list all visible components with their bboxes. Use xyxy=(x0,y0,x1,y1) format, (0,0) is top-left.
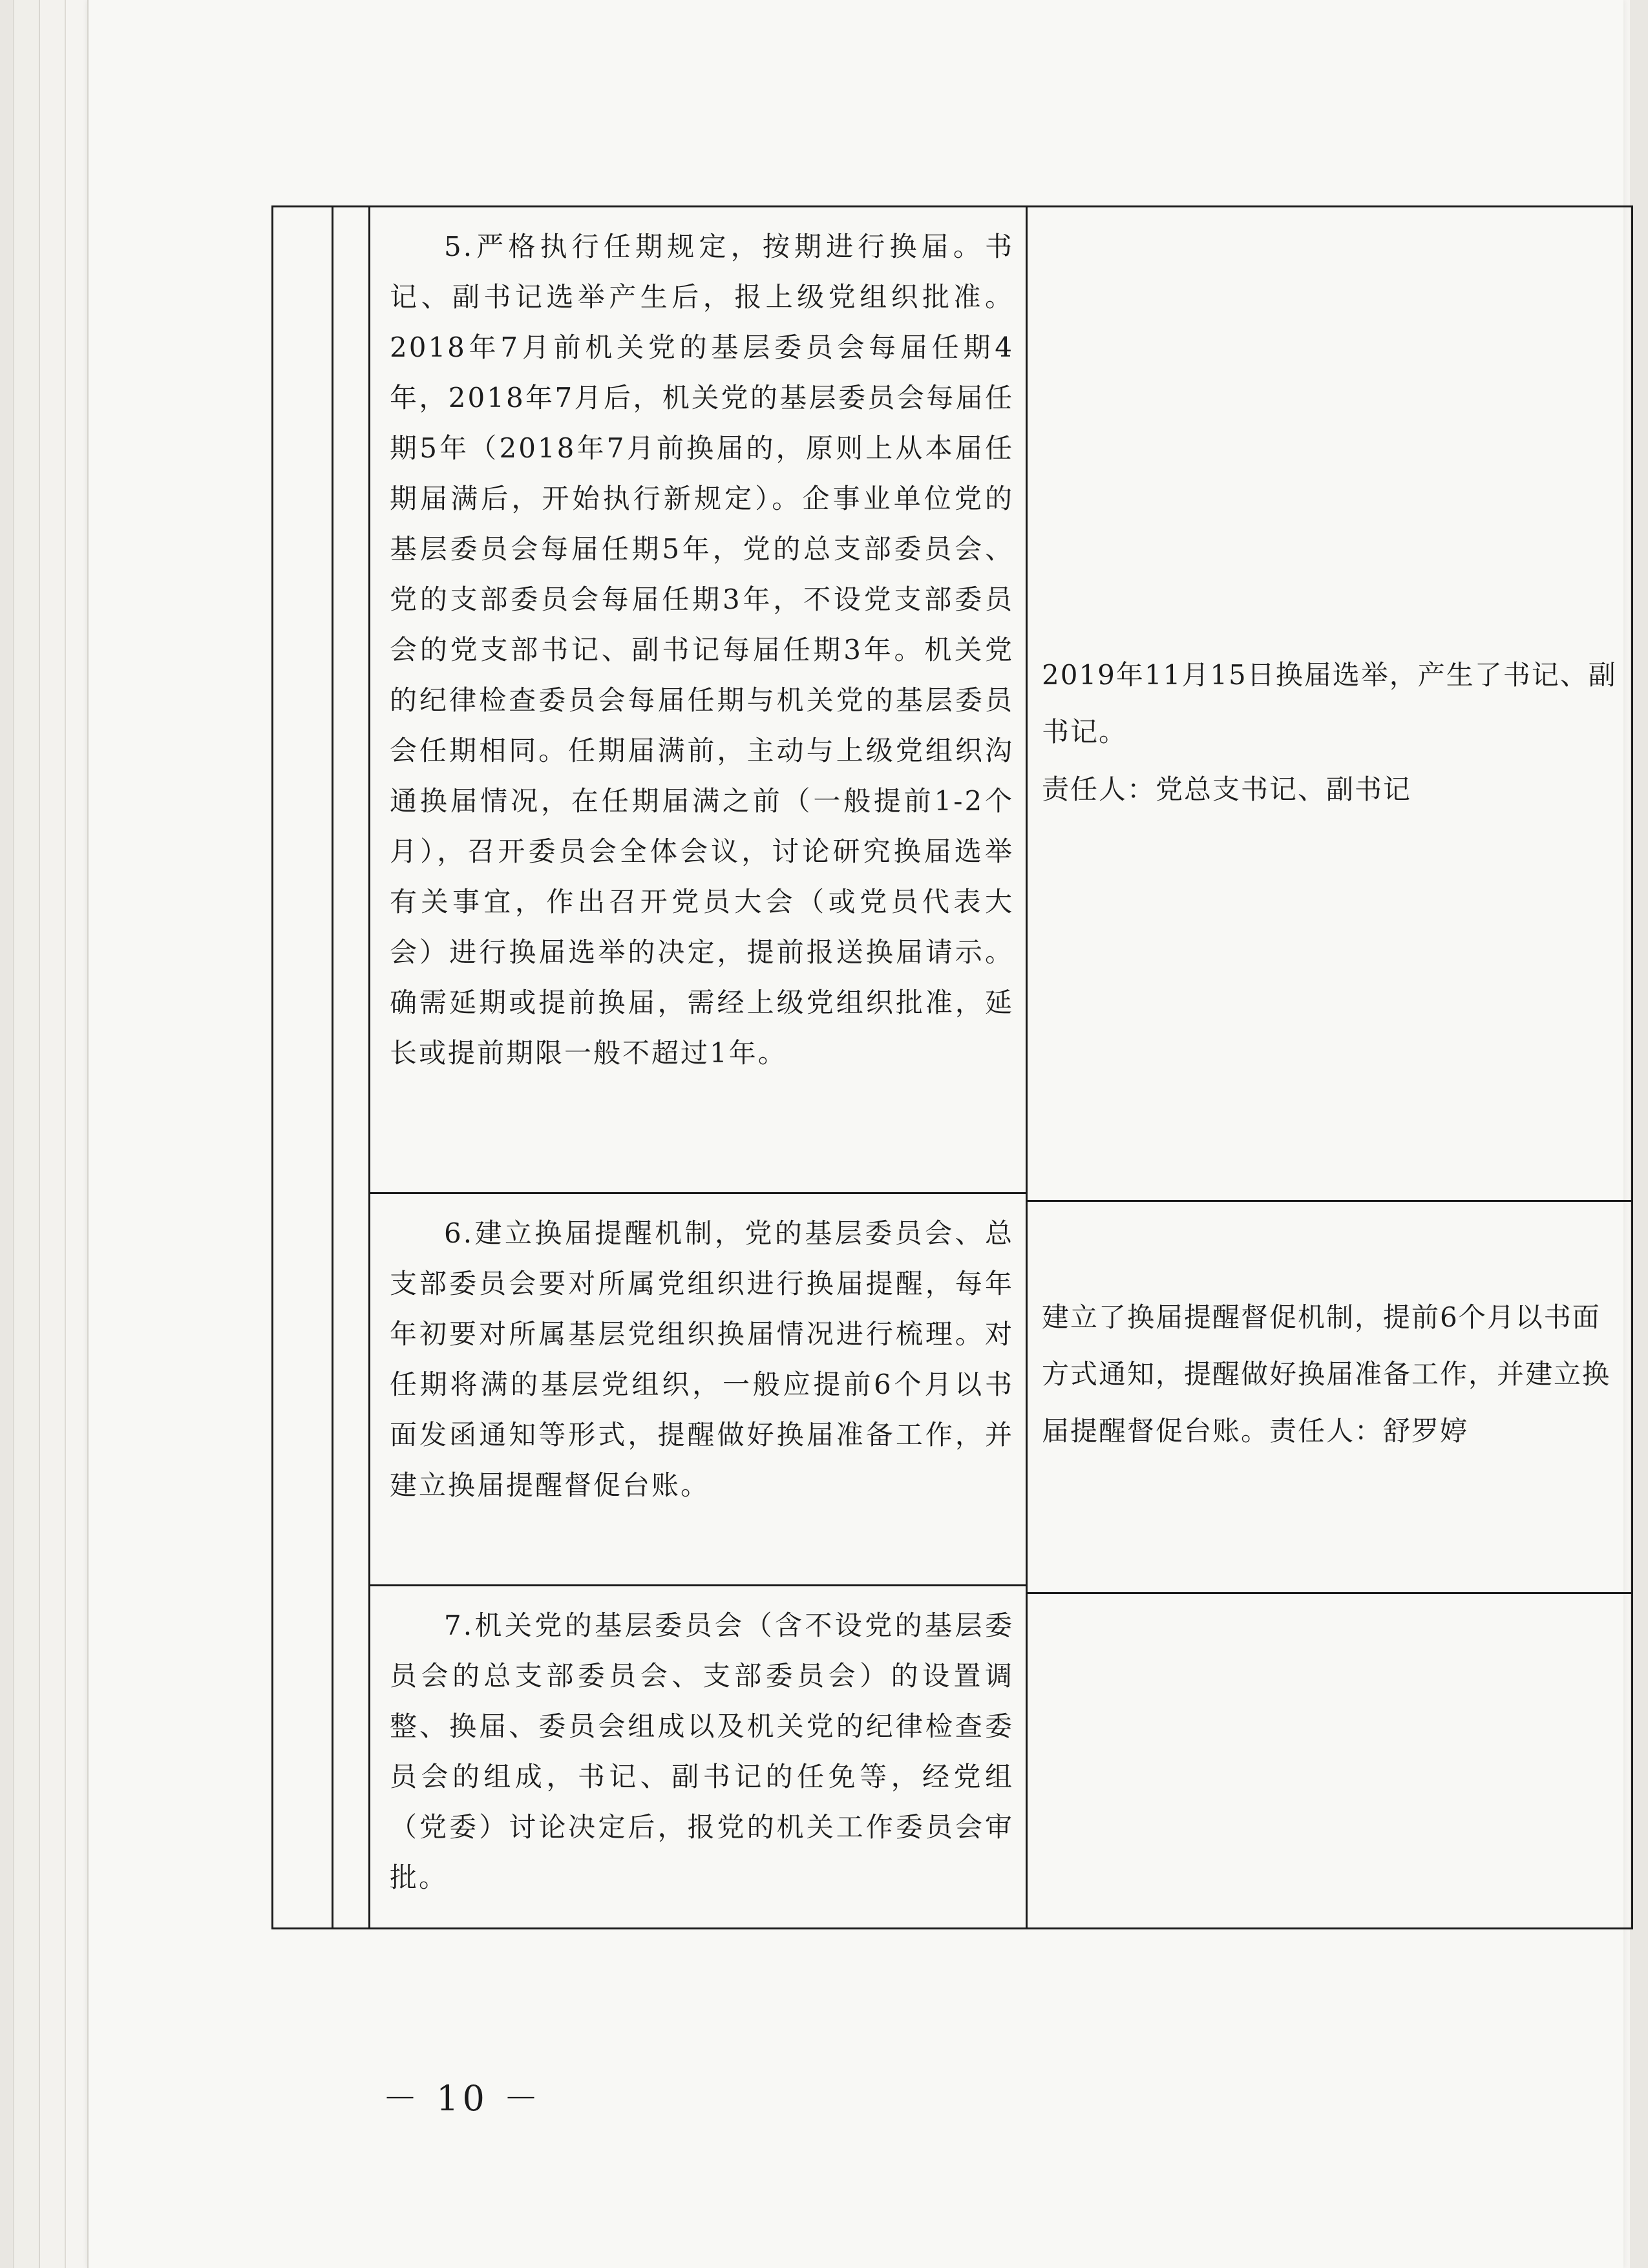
requirement-cell-7 xyxy=(368,1584,1028,1929)
implementation-text-6: 建立了换届提醒督促机制，提前6个月以书面方式通知，提醒做好换届准备工作，并建立换届提醒督促台账。责任人：舒罗婷 xyxy=(1042,1301,1611,1447)
table-left-column-2 xyxy=(332,205,370,1929)
requirement-text-7: 7.机关党的基层委员会（含不设党的基层委员会的总支部委员会、支部委员会）的设置调整、换届、委员会组成以及机关党的纪律检查委员会的组成，书记、副书记的任免等，经党组（党委）讨论决定后，报党的机关工作委员会审批。 xyxy=(390,1610,1014,1893)
implementation-cell-6 xyxy=(1026,1200,1633,1594)
requirement-cell-6 xyxy=(368,1192,1028,1586)
responsible-person-5: 责任人：党总支书记、副书记 xyxy=(1042,773,1412,805)
implementation-cell-7 xyxy=(1026,1592,1633,1929)
implementation-text-5: 2019年11月15日换届选举，产生了书记、副书记。 xyxy=(1042,659,1617,748)
implementation-cell-5 xyxy=(1026,205,1633,1202)
table-left-column-1 xyxy=(271,205,333,1929)
requirement-cell-5 xyxy=(368,205,1028,1194)
requirement-text-6: 6.建立换届提醒机制，党的基层委员会、总支部委员会要对所属党组织进行换届提醒，每年年初要对所属基层党组织换届情况进行梳理。对任期将满的基层党组织，一般应提前6个月以书面发函通知等形式，提醒做好换届准备工作，并建立换届提醒督促台账。 xyxy=(390,1217,1014,1501)
document-page xyxy=(87,0,1623,2268)
requirement-text-5: 5.严格执行任期规定，按期进行换届。书记、副书记选举产生后，报上级党组织批准。2018年7月前机关党的基层委员会每届任期4年，2018年7月后，机关党的基层委员会每届任期5年（2018年7月前换届的，原则上从本届任期届满后，开始执行新规定）。企事业单位党的基层委员会每届任期5年，党的总支部委员会、党的支部委员会每届任期3年，不设党支部委员会的党支部书记、副书记每届任期3年。机关党的纪律检查委员会每届任期与机关党的基层委员会任期相同。任期届满前，主动与上级党组织沟通换届情况，在任期届满之前（一般提前1-2个月），召开委员会全体会议，讨论研究换届选举有关事宜，作出召开党员大会（或党员代表大会）进行换届选举的决定，提前报送换届请示。确需延期或提前换届，需经上级党组织批准，延长或提前期限一般不超过1年。 xyxy=(390,231,1014,1069)
page-number: － 10 － xyxy=(383,2078,543,2119)
